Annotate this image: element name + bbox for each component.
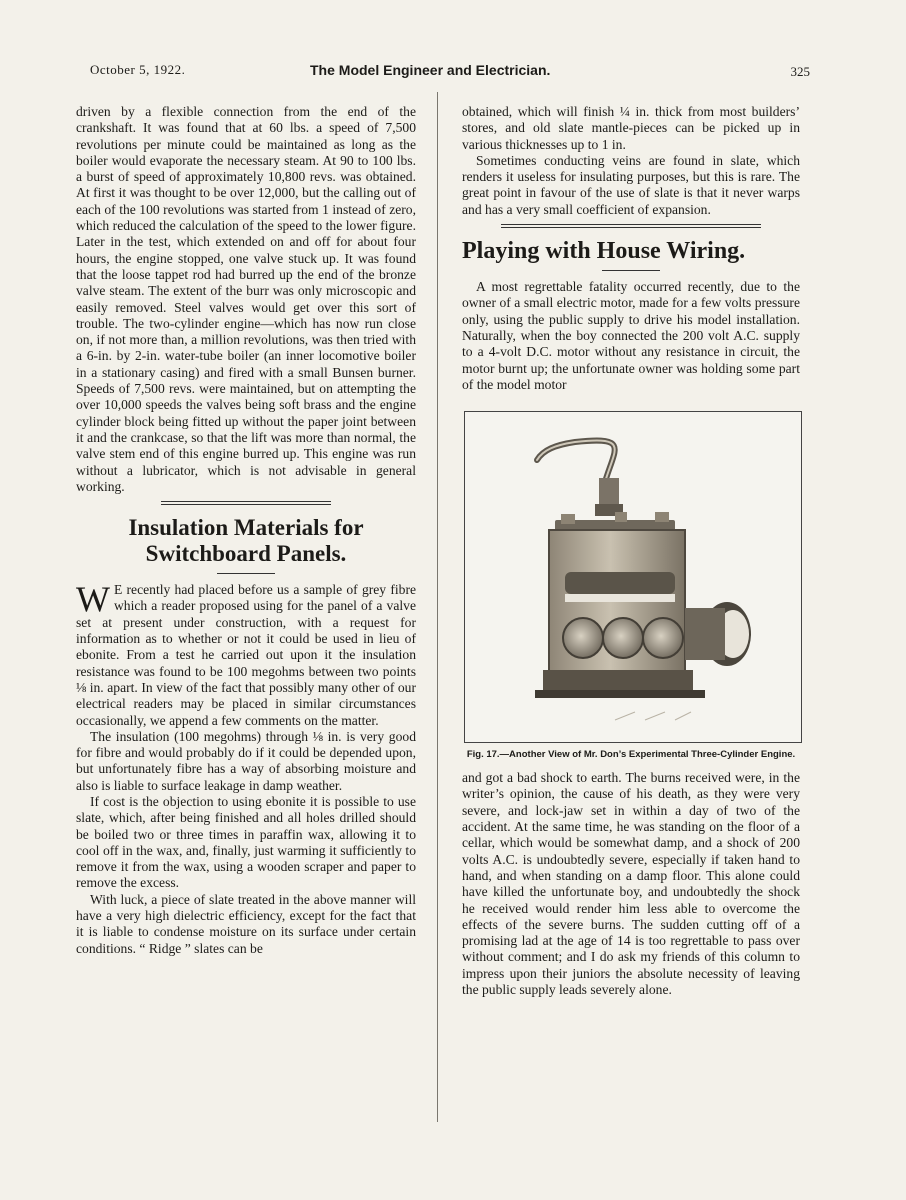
article-paragraph: obtained, which will finish ¼ in. thick from most builders’ stores, and old slate mantle-pieces can be picked up in various thicknesses up to 1 in. [462, 104, 800, 152]
article-paragraph: The insulation (100 megohms) through ⅛ in. is very good for fibre and would probably do if it could be depended upon, but unfortunately fibre has a way of absorbing moisture and also is liable to surface leakage in damp weather. [76, 728, 416, 793]
heading-underline [217, 573, 275, 574]
article-heading-house-wiring: Playing with House Wiring. [462, 238, 746, 265]
article-paragraph-text: E recently had placed before us a sample of grey fibre which a reader proposed using for the panel of a valve set at present under construction, with a request for information as to whether or not it could be used in lieu of ebonite. From a test he carried out upon it the insulation resistance was found to be 100 megohms between two points ⅛ in. apart. In view of the fact that possibly many other of our electrical readers may be placed in similar circumstances occasionally, we append a few comments on the matter. [76, 582, 416, 728]
section-rule [501, 224, 761, 228]
article-paragraph: If cost is the objection to using ebonite it is possible to use slate, which, after being finished and all holes drilled should be boiled two or three times in paraffin wax, allowing it to cool off in the wax, and, finally, just warming it sufficiently to remove it from the wax, using a wooden scraper and paper to remove the excess. [76, 793, 416, 891]
section-rule [161, 501, 331, 505]
right-column [462, 104, 800, 998]
page-number: 325 [790, 64, 810, 79]
article-paragraph: Sometimes conducting veins are found in slate, which renders it useless for insulating purposes, but this is rare. The great point in favour of the use of slate is that it never warps and has a very small coefficient of expansion. [462, 152, 800, 217]
article-paragraph [76, 579, 416, 729]
left-column [76, 104, 416, 957]
page-header [90, 62, 810, 84]
engine-photograph [464, 411, 802, 743]
issue-date: October 5, 1922. [90, 62, 186, 77]
drop-cap: W [76, 579, 110, 620]
article-paragraph: and got a bad shock to earth. The burns received were, in the writer’s opinion, the cause of his death, as they were very severe, and lock-jaw set in within a day of two of the accident. At the same time, he was standing on the floor of a cellar, which would be somewhat damp, and a shock of 200 volts A.C. is undoubtedly severe, especially if taken hand to hand, and when standing on a damp floor. This alone could have killed the unfortunate boy, and undoubtedly the shock he received would render him less able to overcome the effects of the severe burns. The sudden cutting off of a promising lad at the age of 14 is too regrettable to pass over without comment; and I do ask my friends of this column to impress upon their juniors the absolute necessity of leaving the public supply leads severely alone. [462, 770, 800, 998]
column-divider [437, 92, 438, 1122]
engine-illustration [465, 412, 801, 742]
publication-title: The Model Engineer and Electrician. [310, 62, 551, 78]
figure-caption: Fig. 17.—Another View of Mr. Don’s Experimental Three-Cylinder Engine. [466, 749, 796, 761]
continued-paragraph: driven by a flexible connection from the end of the crankshaft. It was found that at 60 lbs. a speed of 7,500 revolutions per minute could be maintained as long as the boiler would evaporate the necessary steam. At 90 to 100 lbs. a burst of speed of approximately 10,800 revs. was obtained. At first it was thought to be over 12,000, but the calling out of each of the 100 revolutions was started from 1 instead of zero, which reduced the calculation of the speed to the lower figure. Later in the test, which extended on and off for about four hours, the engine stopped, one valve stuck up. It was found that the loose tappet rod had burred up the end of the bronze valve steam. The extent of the burr was only microscopic and easily removed. Steel valves would get over this sort of trouble. The two-cylinder engine—which has now run close on, if not more than, a million revolutions, was then tried with a 6-in. by 2-in. water-tube boiler (an inner locomotive boiler in a stationary casing) and fired with a small Bunsen burner. Speeds of 7,500 revs. were maintained, but on attempting the over 10,000 speeds the valves being soft brass and the engine cylinder block being fitted up without the paper joint between it and the crankcase, so that the lift was more than normal, the valve stem end of this engine burred up. This engine was run without a lubricator, which is not advisable in general working. [76, 104, 416, 494]
article-paragraph: With luck, a piece of slate treated in the above manner will have a very high dielectric efficiency, except for the fact that it is liable to condense moisture on its surface under certain conditions. “ Ridge ” slates can be [76, 891, 416, 956]
article-paragraph: A most regrettable fatality occurred recently, due to the owner of a small electric motor, made for a few volts pressure only, using the public supply to drive his model installation. Naturally, when the boy connected the 200 volt A.C. supply to a 4-volt D.C. motor without any resistance in circuit, the motor burnt up; the unfortunate owner was holding some part of the model motor [462, 279, 800, 392]
article-heading-insulation: Insulation Materials for Switchboard Panels. [128, 515, 364, 567]
heading-underline [602, 270, 660, 271]
